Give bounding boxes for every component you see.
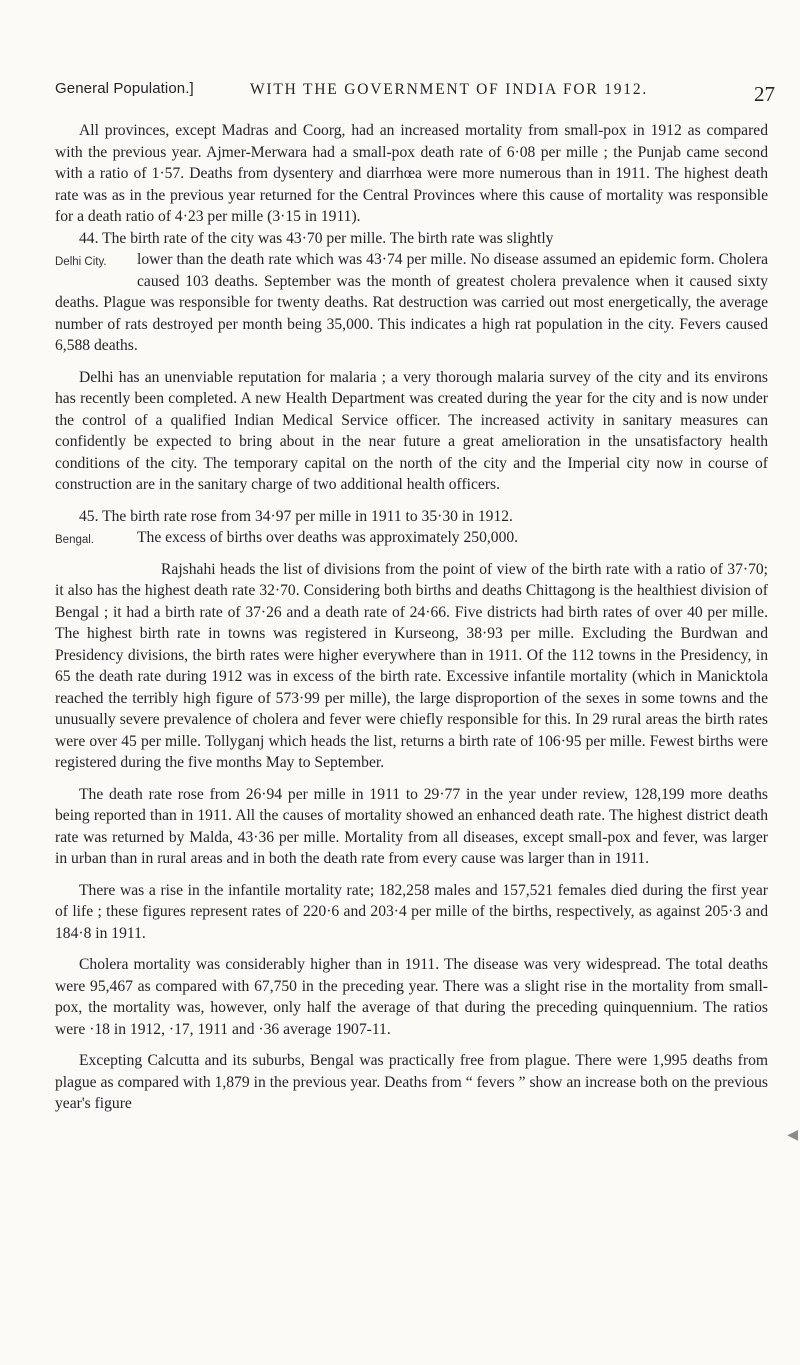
paragraph-45-lead: 45. The birth rate rose from 34·97 per mille in 1911 to 35·30 in 1912.	[79, 507, 513, 525]
body-text	[55, 120, 768, 1115]
running-title: WITH THE GOVERNMENT OF INDIA FOR 1912.	[250, 81, 649, 98]
page-header	[55, 80, 775, 106]
margin-note-bengal: Bengal.	[55, 534, 95, 546]
paragraph-plague: Excepting Calcutta and its suburbs, Bengal was practically free from plague. There were 1,995 deaths from plague as compared with 1,879 in the previous year. Deaths from “ fevers ” show an increase both on the previous year's figure	[55, 1052, 768, 1112]
paragraph-rajshahi: Rajshahi heads the list of divisions from the point of view of the birth rate with a ratio of 37·70; it also has the highest death rate 32·70. Considering both births and deaths Chittagong is the healthiest division of Bengal ; it had a birth rate of 37·26 and a death rate of 24·66. Five districts had birth rates of over 40 per mille. The highest birth rate in towns was registered in Kurseong, 38·93 per mille. Excluding the Burdwan and Presidency divisions, the birth rates were higher everywhere than in 1911. Of the 112 towns in the Presidency, in 65 the death rate during 1912 was in excess of the birth rate. Excessive infantile mortality (which in Manicktola reached the terribly high figure of 573·99 per mille), the large disproportion of the sexes in some towns and the unusually severe prevalence of cholera and fever were chiefly responsible for this. In 29 rural areas the birth rates were over 45 per mille. Tollyganj which heads the list, returns a birth rate of 106·95 per mille. Fewest births were registered during the five months May to September.	[55, 560, 768, 771]
paragraph-cholera: Cholera mortality was considerably higher than in 1911. The disease was very widespread. The total deaths were 95,467 as compared with 67,750 in the preceding year. There was a slight rise in the mortality from small-pox, the mortality was, however, only half the average of that during the preceding quinquennium. The ratios were ·18 in 1912, ·17, 1911 and ·36 average 1907-11.	[55, 956, 768, 1038]
paragraph-44-lead: 44. The birth rate of the city was 43·70 per mille. The birth rate was slightly	[79, 229, 554, 247]
paragraph-delhi-malaria: Delhi has an unenviable reputation for malaria ; a very thorough malaria survey of the city and its environs has recently been completed. A new Health Department was created during the year for the city and is now under the control of a qualified Indian Medical Service officer. The increased activity in sanitary measures can confidently be expected to bring about in the near future a great amelioration in the unsatisfactory health conditions of the city. The temporary capital on the north of the city and the Imperial city now in course of construction are in the sanitary charge of two additional health officers.	[55, 368, 768, 493]
paragraph-smallpox: All provinces, except Madras and Coorg, had an increased mortality from small-pox in 1912 as compared with the previous year. Ajmer-Merwara had a small-pox death rate of 6·08 per mille ; the Punjab came second with a ratio of 1·57. Deaths from dysentery and diarrhœa were more numerous than in 1911. The highest death rate was as in the previous year returned for the Central Provinces where this cause of mortality was responsible for a death ratio of 4·23 per mille (3·15 in 1911).	[55, 122, 768, 225]
paragraph-death-rate: The death rate rose from 26·94 per mille in 1911 to 29·77 in the year under review, 128,199 more deaths being reported than in 1911. All the causes of mortality showed an enhanced death rate. The highest district death rate was returned by Malda, 43·36 per mille. Mortality from all diseases, except small-pox and fever, was larger in urban than in rural areas and in both the death rate from every cause was larger than in 1911.	[55, 785, 768, 867]
running-section-title: General Population.]	[55, 80, 194, 97]
margin-note-delhi-city: Delhi City.	[55, 256, 107, 268]
page-number: 27	[754, 82, 775, 106]
paragraph-45-body: The excess of births over deaths was approximately 250,000.	[137, 529, 519, 546]
paragraph-infantile-mortality: There was a rise in the infantile mortality rate; 182,258 males and 157,521 females died during the first year of life ; these figures represent rates of 220·6 and 203·4 per mille of the births, respectively, as against 205·3 and 184·8 in 1911.	[55, 881, 768, 942]
left-arrow-icon: ◀	[787, 1127, 798, 1143]
paragraph-44-body: lower than the death rate which was 43·74 per mille. No disease assumed an epidemic form. Cholera caused 103 deaths. September was the month of greatest cholera prevalence when it caused sixty deaths. Plague was responsible for twenty deaths. Rat destruction was carried out most energetically, the average number of rats destroyed per month being 35,000. This indicates a high rat population in the city. Fevers caused 6,588 deaths.	[55, 251, 768, 354]
